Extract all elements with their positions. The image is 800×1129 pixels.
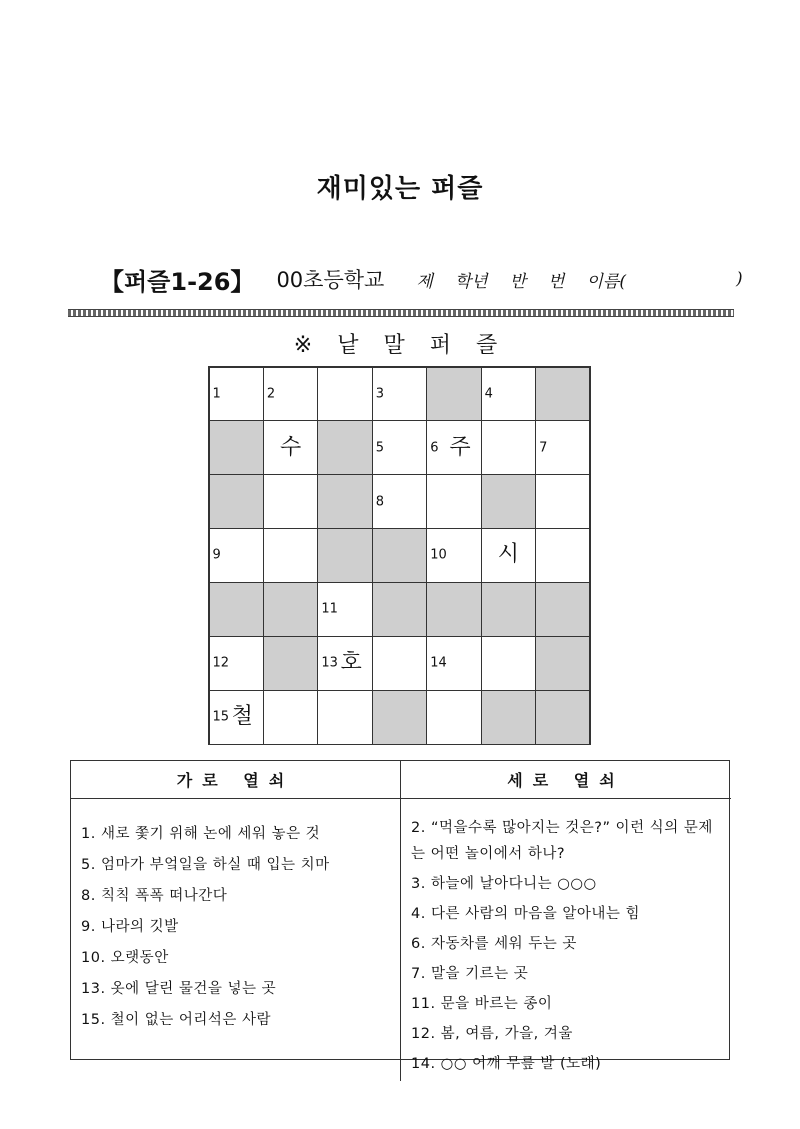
grid-cell-blocked <box>535 367 590 422</box>
grid-cell[interactable] <box>481 528 536 583</box>
page-title: 재미있는 퍼즐 <box>316 174 484 204</box>
student-info-fields <box>416 267 742 292</box>
down-clue: 11. 문을 바르는 종이 <box>411 996 553 1012</box>
across-clue: 10. 오랫동안 <box>81 950 169 966</box>
grid-cell-blocked <box>209 582 264 637</box>
cell-number: 8 <box>375 494 385 510</box>
cell-number: 12 <box>212 655 230 671</box>
grid-cell-blocked <box>535 582 590 637</box>
cell-number: 4 <box>484 386 493 402</box>
grid-cell[interactable] <box>481 367 536 422</box>
grid-cell[interactable] <box>426 690 481 745</box>
down-clue: 4. 다른 사람의 마음을 알아내는 힘 <box>411 906 640 922</box>
across-clue: 15. 철이 없는 어리석은 사람 <box>81 1012 272 1028</box>
grid-cell[interactable] <box>426 420 481 475</box>
grid-cell-blocked <box>481 582 536 637</box>
grid-cell-blocked <box>263 582 318 637</box>
grid-cell[interactable] <box>263 367 318 422</box>
cell-number: 1 <box>212 386 221 402</box>
number-label: 번 <box>548 271 565 292</box>
grid-cell-blocked <box>263 636 318 691</box>
grid-cell-blocked <box>535 690 590 745</box>
grid-cell[interactable] <box>481 636 536 691</box>
grid-cell[interactable] <box>317 582 372 637</box>
cell-letter: 주 <box>449 434 471 460</box>
grid-cell[interactable] <box>535 420 590 475</box>
grid-cell[interactable] <box>426 474 481 529</box>
cell-number: 15 <box>212 709 230 725</box>
grid-cell[interactable] <box>372 367 427 422</box>
grid-cell-blocked <box>372 528 427 583</box>
grid-cell[interactable] <box>426 636 481 691</box>
grid-cell[interactable] <box>372 420 427 475</box>
class-label: 반 <box>509 271 527 292</box>
across-clue: 8. 칙칙 폭폭 떠나간다 <box>81 888 228 904</box>
grid-cell[interactable] <box>481 420 536 475</box>
grid-cell[interactable] <box>263 474 318 529</box>
across-clue: 13. 옷에 달린 물건을 넣는 곳 <box>81 981 277 997</box>
down-clue: 6. 자동차를 세워 두는 곳 <box>411 936 577 952</box>
down-clue: 14. ○○ 어깨 무릎 발 (노래) <box>411 1056 602 1072</box>
cell-number: 5 <box>375 440 385 456</box>
cell-number: 3 <box>375 386 385 402</box>
grid-cell[interactable] <box>209 636 264 691</box>
cell-number: 6 <box>430 440 439 456</box>
cell-number: 9 <box>212 547 221 563</box>
grid-cell-blocked <box>481 474 536 529</box>
grid-cell-blocked <box>209 420 264 475</box>
cell-letter: 수 <box>279 434 302 460</box>
grid-cell[interactable] <box>209 367 264 422</box>
grid-cell[interactable] <box>535 474 590 529</box>
worksheet-header <box>100 262 743 296</box>
school-name: 00초등학교 <box>276 268 385 292</box>
cell-number: 10 <box>430 547 447 563</box>
grid-cell[interactable] <box>263 420 318 475</box>
grid-cell[interactable] <box>372 636 427 691</box>
grid-cell-blocked <box>317 420 372 475</box>
across-header: 가로 열쇠 <box>71 761 401 799</box>
across-clues <box>71 799 401 1081</box>
cell-number: 2 <box>266 386 276 402</box>
across-clue: 1. 새로 쫓기 위해 논에 세워 놓은 것 <box>81 826 321 842</box>
grid-cell[interactable] <box>209 528 264 583</box>
grid-cell[interactable] <box>426 528 481 583</box>
clue-table <box>70 760 730 1072</box>
grid-cell[interactable] <box>263 690 318 745</box>
name-close: ) <box>735 269 743 289</box>
across-clue: 5. 엄마가 부엌일을 하실 때 입는 치마 <box>81 857 330 873</box>
puzzle-id: 【퍼즐1-26】 <box>100 267 255 296</box>
grid-cell-blocked <box>209 474 264 529</box>
grid-cell[interactable] <box>317 690 372 745</box>
grid-cell[interactable] <box>317 636 372 691</box>
down-clue: 12. 봄, 여름, 가을, 겨울 <box>411 1026 573 1042</box>
grid-cell-blocked <box>317 528 372 583</box>
grade-suffix: 학년 <box>454 271 488 292</box>
divider-rule <box>68 309 734 317</box>
grid-cell-blocked <box>426 367 481 422</box>
grade-label: 제 <box>416 271 433 292</box>
grid-cell-blocked <box>372 690 427 745</box>
grid-cell[interactable] <box>263 528 318 583</box>
grid-cell-blocked <box>426 582 481 637</box>
cell-number: 11 <box>321 601 338 617</box>
cell-letter: 호 <box>340 650 362 676</box>
grid-cell-blocked <box>317 474 372 529</box>
grid-cell[interactable] <box>535 528 590 583</box>
grid-cell-blocked <box>372 582 427 637</box>
grid-cell[interactable] <box>372 474 427 529</box>
cell-letter: 시 <box>497 542 519 568</box>
crossword-grid <box>208 366 591 745</box>
cell-number: 13 <box>321 655 338 671</box>
cell-number: 14 <box>430 655 447 671</box>
across-clue: 9. 나라의 깃발 <box>81 919 179 935</box>
grid-cell-blocked <box>481 690 536 745</box>
down-clues <box>401 799 731 1081</box>
cell-number: 7 <box>539 440 548 456</box>
cell-letter: 철 <box>231 704 253 730</box>
grid-cell[interactable] <box>209 690 264 745</box>
down-clue: 7. 말을 기르는 곳 <box>411 966 529 982</box>
down-header: 세로 열쇠 <box>401 761 731 799</box>
down-clue: 2. “먹을수록 많아지는 것은?” 이런 식의 문제는 어떤 놀이에서 하나? <box>411 820 713 862</box>
down-clue: 3. 하늘에 날아다니는 ○○○ <box>411 876 597 892</box>
grid-cell[interactable] <box>317 367 372 422</box>
name-label: 이름( <box>586 271 626 292</box>
puzzle-subtitle: ※ 낱 말 퍼 즐 <box>293 333 507 358</box>
grid-cell-blocked <box>535 636 590 691</box>
